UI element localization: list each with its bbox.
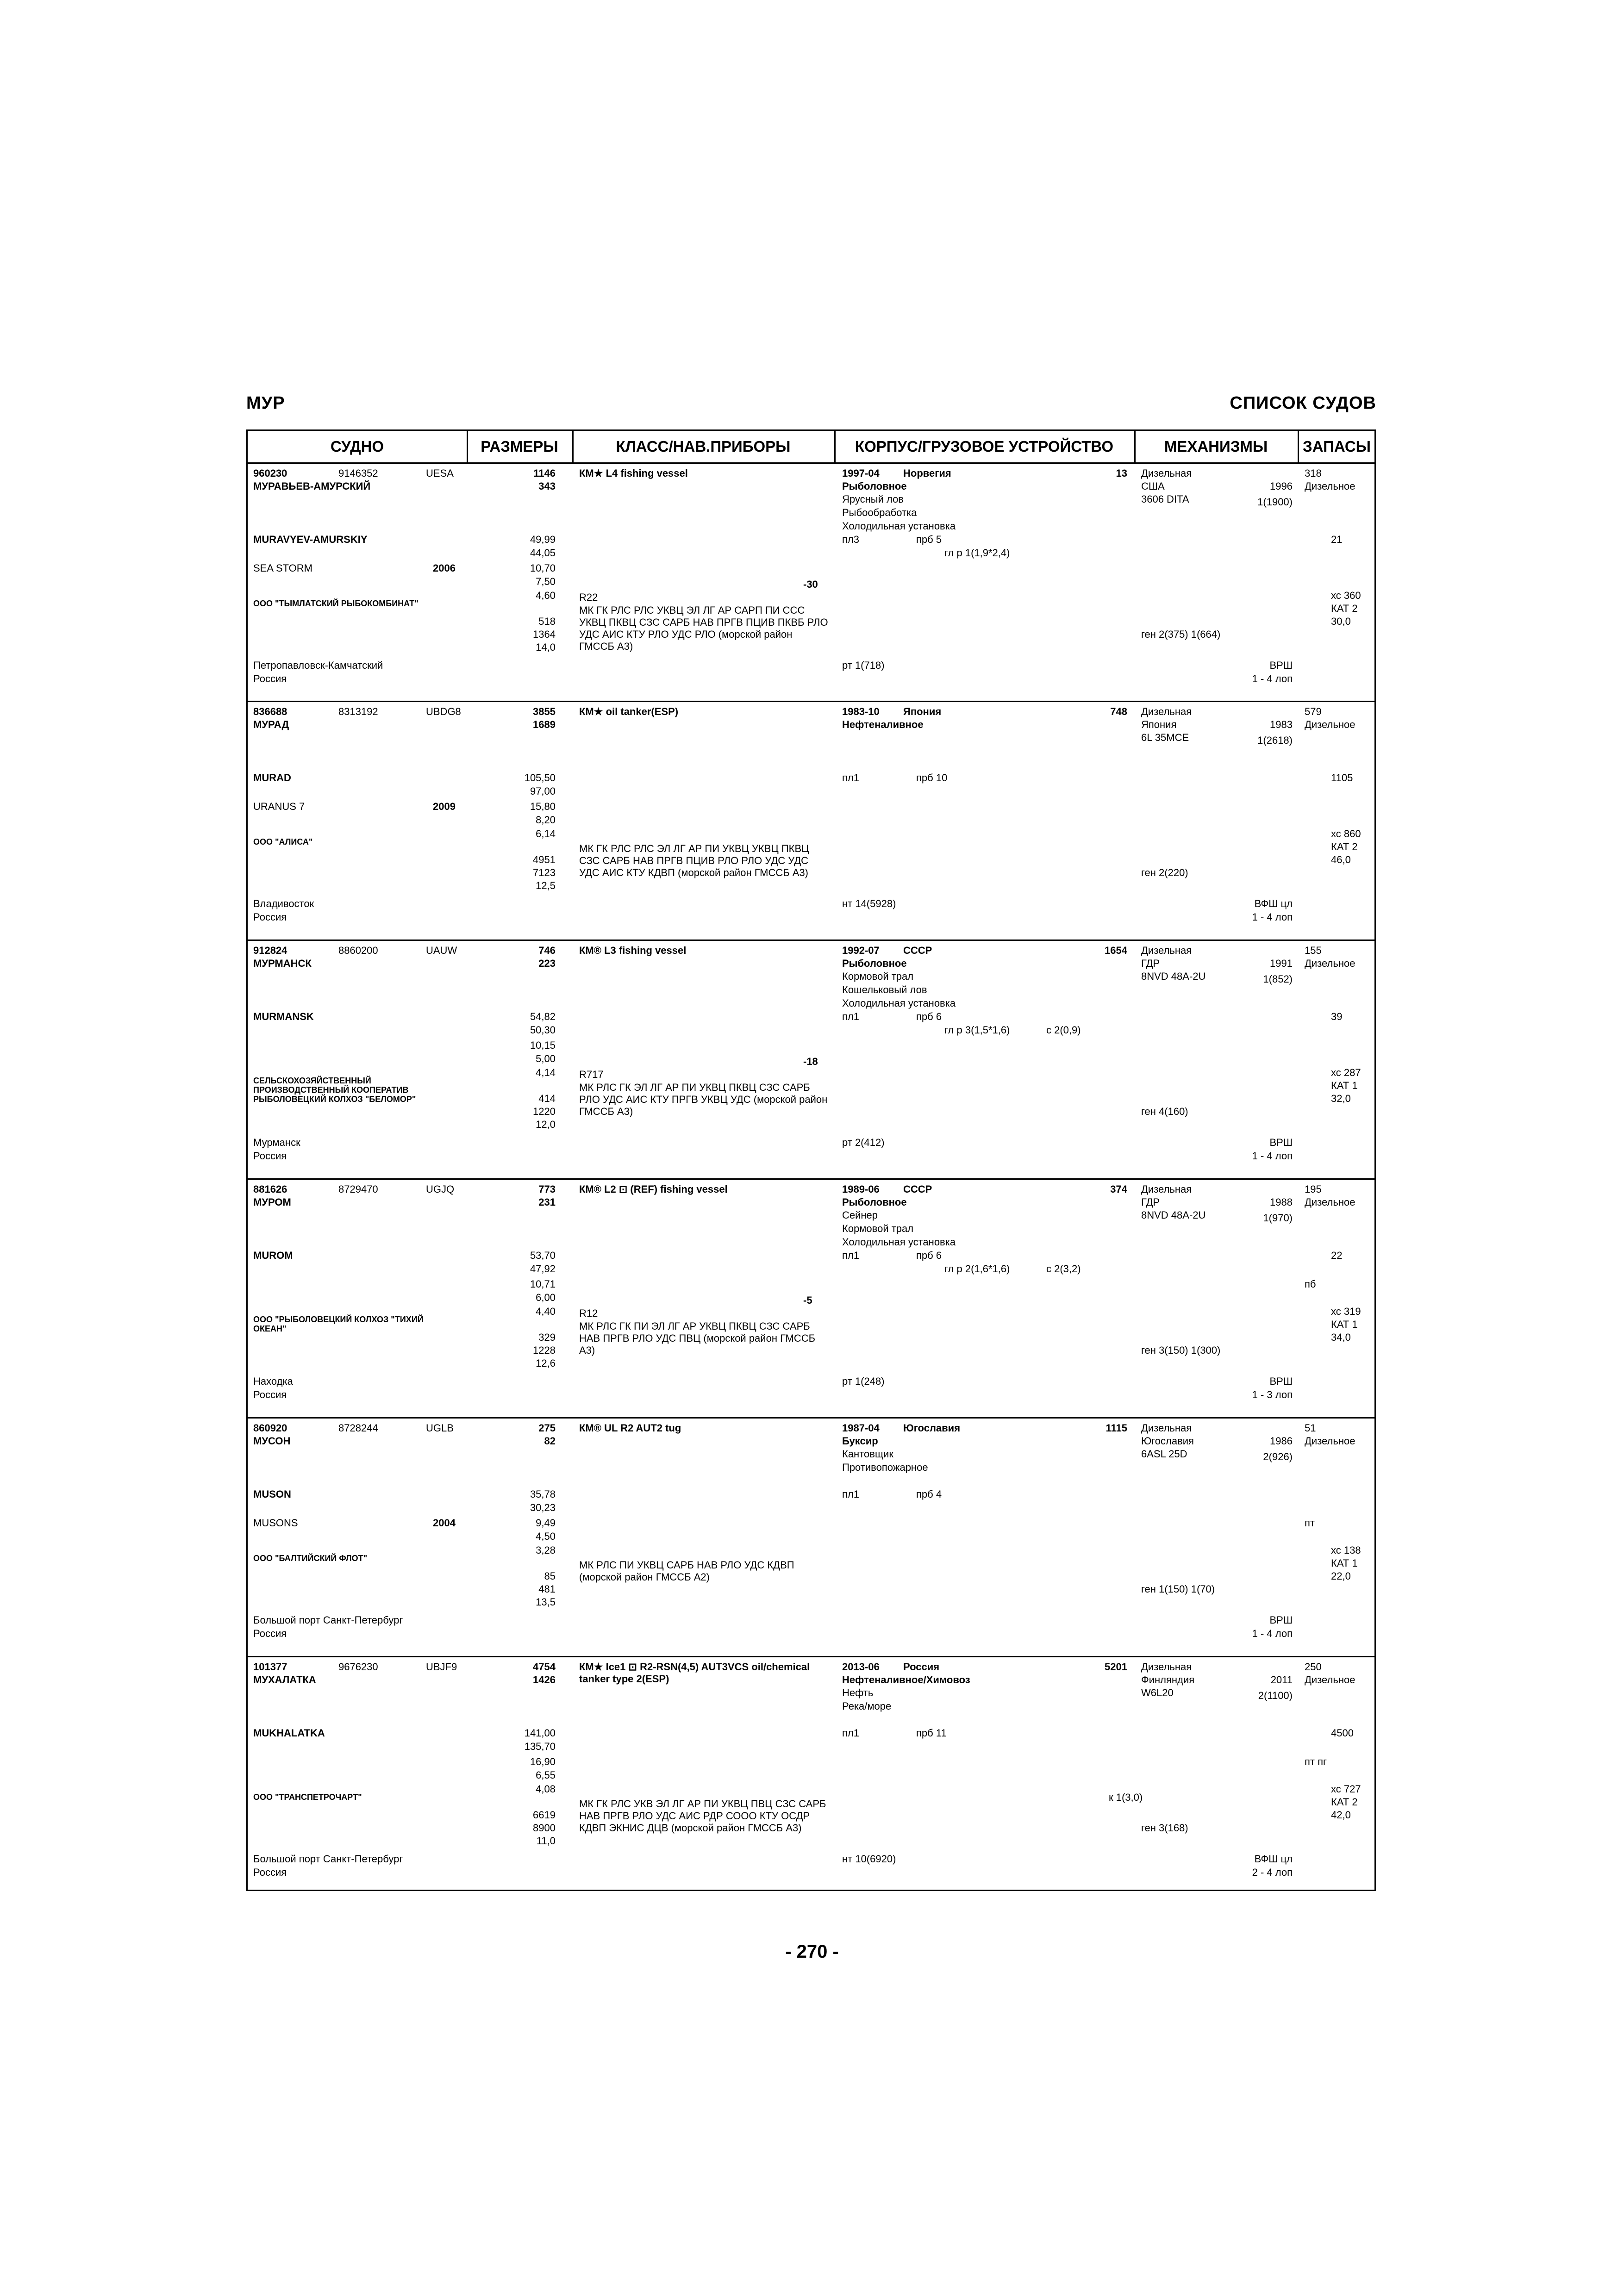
- ship-entry: [248, 1180, 1374, 1417]
- dimension-value: 1364: [533, 628, 556, 640]
- imo-number: 9146352: [338, 467, 378, 479]
- tank-capacity: нт 10(6920): [842, 1853, 896, 1865]
- register-code: R12: [579, 1307, 598, 1319]
- dimension-value: 11,0: [536, 1835, 556, 1847]
- col-header-ship: СУДНО: [330, 438, 384, 455]
- holds: прб 5: [916, 534, 942, 545]
- running-header-right: СПИСОК СУДОВ: [1230, 393, 1376, 413]
- build-date: 2013-06: [842, 1661, 880, 1673]
- dimension-value: 4951: [533, 854, 556, 865]
- dimension-value: 12,5: [536, 880, 556, 891]
- owner: ООО "АЛИСА": [253, 837, 313, 846]
- engine-power: 1(970): [1263, 1212, 1293, 1224]
- flag-country: Россия: [253, 1628, 287, 1639]
- home-port: Мурманск: [253, 1137, 300, 1148]
- hull-type-line: Кантовщик: [842, 1448, 893, 1460]
- deck-count: пл1: [842, 1011, 859, 1022]
- stores-range: 34,0: [1331, 1332, 1351, 1343]
- dimension-value: 49,99: [530, 534, 556, 545]
- flag-country: Россия: [253, 1150, 287, 1162]
- stores-kat: КАТ 1: [1331, 1557, 1358, 1569]
- holds: прб 6: [916, 1011, 942, 1022]
- stores-kat: КАТ 1: [1331, 1319, 1358, 1330]
- ship-name-latin: MUKHALATKA: [253, 1727, 325, 1739]
- ship-entry: [248, 702, 1374, 940]
- stores-value: 155: [1305, 945, 1322, 956]
- stores-value: 318: [1305, 467, 1322, 479]
- engine-year: 1988: [1270, 1196, 1293, 1208]
- propeller: ВРШ: [1269, 1137, 1293, 1148]
- engine-type: Дизельная: [1141, 1183, 1192, 1195]
- dimension-value: 9,49: [536, 1517, 556, 1529]
- dimension-value: 1220: [533, 1106, 556, 1117]
- hull-type-line: Рыбообработка: [842, 507, 917, 518]
- former-name: URANUS 7: [253, 801, 305, 812]
- imo-number: 8728244: [338, 1422, 378, 1434]
- hatches: гл р 3(1,5*1,6): [944, 1024, 1010, 1036]
- class-notation: КМ★ L4 fishing vessel: [579, 467, 688, 479]
- stores-value: 195: [1305, 1183, 1322, 1195]
- stores-speed: хс 287: [1331, 1067, 1361, 1078]
- engine-country: Япония: [1141, 719, 1177, 730]
- home-port: Владивосток: [253, 898, 314, 909]
- col-header-dimensions: РАЗМЕРЫ: [481, 438, 558, 455]
- engine-country: Финляндия: [1141, 1674, 1195, 1686]
- dimension-value: 8,20: [536, 814, 556, 826]
- dimension-value: 6,00: [536, 1292, 556, 1303]
- reg-number: 912824: [253, 945, 287, 956]
- dimension-value: 3,28: [536, 1544, 556, 1556]
- hull-type-line: Рыболовное: [842, 1196, 907, 1208]
- dimension-value: 47,92: [530, 1263, 556, 1275]
- col-header-hull: КОРПУС/ГРУЗОВОЕ УСТРОЙСТВО: [855, 438, 1114, 455]
- dimension-value: 8900: [533, 1822, 556, 1834]
- engine-power: 1(1900): [1257, 496, 1293, 508]
- dimension-value: 13,5: [536, 1596, 556, 1608]
- register-code: R717: [579, 1069, 604, 1080]
- nav-equipment: МК РЛС ГК ПИ ЭЛ ЛГ АР УКВЦ ПКВЦ СЗС САРБ НАВ ПРГВ РЛО УДС ПВЦ (морской район ГМССБ А3): [579, 1320, 816, 1356]
- stores-speed: хс 138: [1331, 1544, 1361, 1556]
- running-header-left: МУР: [246, 393, 285, 413]
- fuel-type: Дизельное: [1305, 1674, 1355, 1686]
- register-table: [246, 429, 1376, 1891]
- stores-range: 42,0: [1331, 1809, 1351, 1821]
- propeller-blades: 1 - 3 лоп: [1252, 1389, 1293, 1400]
- build-country: СССР: [903, 945, 932, 956]
- stores-range: 32,0: [1331, 1093, 1351, 1104]
- engine-type: Дизельная: [1141, 945, 1192, 956]
- stores-kat: КАТ 1: [1331, 1080, 1358, 1091]
- propeller-blades: 1 - 4 лоп: [1252, 911, 1293, 923]
- build-date: 1997-04: [842, 467, 880, 479]
- ship-name-latin: MURMANSK: [253, 1011, 314, 1022]
- net-tonnage: 223: [538, 958, 556, 969]
- build-date: 1983-10: [842, 706, 880, 717]
- former-name: MUSONS: [253, 1517, 298, 1529]
- dimension-value: 10,71: [530, 1278, 556, 1290]
- net-tonnage: 231: [538, 1196, 556, 1208]
- flag-country: Россия: [253, 911, 287, 923]
- nav-equipment: МК РЛС ГК ЭЛ ЛГ АР ПИ УКВЦ ПКВЦ СЗС САРБ РЛО УДС АИС КТУ ПРГВ УКВЦ УДС (морской район ГМССБ А3): [579, 1082, 828, 1117]
- fuel-tag: пт: [1305, 1517, 1315, 1529]
- fuel-type: Дизельное: [1305, 1196, 1355, 1208]
- generators: ген 2(220): [1141, 867, 1188, 878]
- hull-type-line: Сейнер: [842, 1209, 878, 1221]
- engine-country: ГДР: [1141, 958, 1160, 969]
- dimension-value: 481: [538, 1583, 556, 1595]
- stores-speed: хс 860: [1331, 828, 1361, 840]
- hatches: гл р 1(1,9*2,4): [944, 547, 1010, 559]
- generators: ген 3(150) 1(300): [1141, 1344, 1221, 1356]
- class-notation: КМ® L2 ⊡ (REF) fishing vessel: [579, 1183, 728, 1195]
- engine-country: ГДР: [1141, 1196, 1160, 1208]
- ship-name: МУСОН: [253, 1435, 291, 1447]
- hull-type-line: Холодильная установка: [842, 997, 956, 1009]
- build-date: 1987-04: [842, 1422, 880, 1434]
- fuel-amount: 4500: [1331, 1727, 1354, 1739]
- home-port: Большой порт Санкт-Петербург: [253, 1853, 403, 1865]
- engine-type: Дизельная: [1141, 706, 1192, 717]
- call-sign: UGLB: [426, 1422, 454, 1434]
- engine-year: 1996: [1270, 480, 1293, 492]
- stores-kat: КАТ 2: [1331, 841, 1358, 852]
- reg-number: 860920: [253, 1422, 287, 1434]
- propeller: ВРШ: [1269, 1375, 1293, 1387]
- refrigeration-temp: -18: [803, 1056, 818, 1067]
- holds: прб 4: [916, 1488, 942, 1500]
- ship-name: МУХАЛАТКА: [253, 1674, 316, 1686]
- imo-number: 8729470: [338, 1183, 378, 1195]
- dimension-value: 414: [538, 1093, 556, 1104]
- stores-speed: хс 360: [1331, 590, 1361, 601]
- hull-type-line: Рыболовное: [842, 480, 907, 492]
- imo-number: 8313192: [338, 706, 378, 717]
- cargo-gear: к 1(3,0): [1109, 1792, 1143, 1803]
- dimension-value: 4,60: [536, 590, 556, 601]
- fuel-type: Дизельное: [1305, 958, 1355, 969]
- stores-range: 46,0: [1331, 854, 1351, 865]
- dimension-value: 518: [538, 616, 556, 627]
- yard-number: 374: [1110, 1183, 1127, 1195]
- dimension-value: 4,40: [536, 1306, 556, 1317]
- tank-capacity: рт 2(412): [842, 1137, 885, 1148]
- dimension-value: 1228: [533, 1344, 556, 1356]
- engine-type: Дизельная: [1141, 1661, 1192, 1673]
- propeller-blades: 1 - 4 лоп: [1252, 1150, 1293, 1162]
- dimension-value: 7123: [533, 867, 556, 878]
- hull-type-line: Буксир: [842, 1435, 878, 1447]
- register-code: R22: [579, 591, 598, 603]
- deck-count: пл1: [842, 1488, 859, 1500]
- fuel-amount: 39: [1331, 1011, 1343, 1022]
- dimension-value: 329: [538, 1332, 556, 1343]
- engine-model: 6L 35MCE: [1141, 732, 1189, 743]
- holds: прб 6: [916, 1250, 942, 1261]
- tank-capacity: нт 14(5928): [842, 898, 896, 909]
- stores-speed: хс 319: [1331, 1306, 1361, 1317]
- ship-name-latin: MURAD: [253, 772, 291, 784]
- propeller-blades: 2 - 4 лоп: [1252, 1867, 1293, 1878]
- fuel-amount: 1105: [1331, 772, 1353, 784]
- dimension-value: 53,70: [530, 1250, 556, 1261]
- gross-tonnage: 4754: [533, 1661, 556, 1673]
- engine-year: 2011: [1270, 1674, 1293, 1686]
- former-name-year: 2004: [433, 1517, 456, 1529]
- propeller: ВФШ цл: [1254, 1853, 1293, 1865]
- deck-count: пл1: [842, 772, 859, 784]
- home-port: Петропавловск-Камчатский: [253, 660, 383, 671]
- net-tonnage: 1689: [533, 719, 556, 730]
- yard-number: 1115: [1106, 1422, 1127, 1434]
- gross-tonnage: 773: [538, 1183, 556, 1195]
- class-notation: КМ® UL R2 AUT2 tug: [579, 1422, 681, 1434]
- nav-equipment: МК ГК РЛС РЛС УКВЦ ЭЛ ЛГ АР САРП ПИ ССС УКВЦ ПКВЦ СЗС САРБ НАВ ПРГВ ПЦИВ ПКВБ РЛО УДС АИС КТУ РЛО УДС РЛО (морской район ГМССБ А3): [579, 604, 828, 652]
- class-notation: КМ® L3 fishing vessel: [579, 945, 687, 956]
- holds: прб 11: [916, 1727, 947, 1739]
- deck-count: пл1: [842, 1250, 859, 1261]
- former-name-year: 2009: [433, 801, 456, 812]
- dimension-value: 6619: [533, 1809, 556, 1821]
- net-tonnage: 1426: [533, 1674, 556, 1686]
- propeller: ВРШ: [1269, 1614, 1293, 1626]
- stores-value: 579: [1305, 706, 1322, 717]
- hatches: гл р 2(1,6*1,6): [944, 1263, 1010, 1275]
- ship-name-latin: MUROM: [253, 1250, 293, 1261]
- reg-number: 960230: [253, 467, 287, 479]
- engine-model: 3606 DITA: [1141, 493, 1189, 505]
- ship-name: МУРАД: [253, 719, 289, 730]
- engine-power: 1(852): [1263, 973, 1293, 985]
- propeller-blades: 1 - 4 лоп: [1252, 673, 1293, 684]
- flag-country: Россия: [253, 1389, 287, 1400]
- ship-name-latin: MUSON: [253, 1488, 291, 1500]
- generators: ген 4(160): [1141, 1106, 1188, 1117]
- nav-equipment: МК РЛС ПИ УКВЦ САРБ НАВ РЛО УДС КДВП (морской район ГМССБ А2): [579, 1559, 794, 1583]
- hull-type-line: Кормовой трал: [842, 971, 914, 982]
- owner: СЕЛЬСКОХОЗЯЙСТВЕННЫЙ ПРОИЗВОДСТВЕННЫЙ КООПЕРАТИВ РЫБОЛОВЕЦКИЙ КОЛХОЗ "БЕЛОМОР": [253, 1076, 416, 1104]
- call-sign: UESA: [426, 467, 454, 479]
- fuel-amount: 22: [1331, 1250, 1343, 1261]
- imo-number: 9676230: [338, 1661, 378, 1673]
- gross-tonnage: 3855: [533, 706, 556, 717]
- hull-type-line: Кошельковый лов: [842, 984, 927, 996]
- home-port: Большой порт Санкт-Петербург: [253, 1614, 403, 1626]
- hull-type-line: Холодильная установка: [842, 1236, 956, 1248]
- call-sign: UGJQ: [426, 1183, 455, 1195]
- build-country: Россия: [903, 1661, 940, 1673]
- owner: ООО "РЫБОЛОВЕЦКИЙ КОЛХОЗ "ТИХИЙ ОКЕАН": [253, 1315, 424, 1333]
- hull-type-line: Река/море: [842, 1700, 892, 1712]
- dimension-value: 12,6: [536, 1357, 556, 1369]
- deck-count: пл1: [842, 1727, 859, 1739]
- engine-model: 6ASL 25D: [1141, 1448, 1187, 1460]
- reg-number: 101377: [253, 1661, 287, 1673]
- yard-number: 748: [1110, 706, 1127, 717]
- call-sign: UBJF9: [426, 1661, 457, 1673]
- engine-power: 2(1100): [1258, 1690, 1293, 1701]
- stores-speed: хс 727: [1331, 1783, 1361, 1795]
- col-header-stores: ЗАПАСЫ: [1303, 438, 1371, 455]
- engine-model: W6L20: [1141, 1687, 1174, 1699]
- fuel-type: Дизельное: [1305, 480, 1355, 492]
- dimension-value: 97,00: [530, 785, 556, 797]
- propeller: ВФШ цл: [1254, 898, 1293, 909]
- fuel-tag: пб: [1305, 1278, 1316, 1290]
- gross-tonnage: 1146: [533, 467, 556, 479]
- engine-power: 1(2618): [1257, 734, 1293, 746]
- engine-year: 1991: [1270, 958, 1293, 969]
- dimension-value: 141,00: [524, 1727, 556, 1739]
- refrigeration-temp: -5: [803, 1294, 812, 1306]
- engine-country: США: [1141, 480, 1165, 492]
- dimension-value: 35,78: [530, 1488, 556, 1500]
- ship-name-latin: MURAVYEV-AMURSKIY: [253, 534, 368, 545]
- dimension-value: 6,14: [536, 828, 556, 840]
- page-number: - 270 -: [785, 1941, 839, 1962]
- tank-capacity: рт 1(248): [842, 1375, 885, 1387]
- owner: ООО "ТЫМЛАТСКИЙ РЫБОКОМБИНАТ": [253, 599, 418, 608]
- col-header-machinery: МЕХАНИЗМЫ: [1164, 438, 1268, 455]
- tank-capacity: рт 1(718): [842, 660, 885, 671]
- build-date: 1989-06: [842, 1183, 880, 1195]
- reg-number: 881626: [253, 1183, 287, 1195]
- dimension-value: 4,08: [536, 1783, 556, 1795]
- generators: ген 2(375) 1(664): [1141, 628, 1221, 640]
- dimension-value: 50,30: [530, 1024, 556, 1036]
- dimension-value: 5,00: [536, 1053, 556, 1064]
- dimension-value: 12,0: [536, 1119, 556, 1130]
- fuel-type: Дизельное: [1305, 719, 1355, 730]
- dimension-value: 6,55: [536, 1769, 556, 1781]
- deck-count: пл3: [842, 534, 859, 545]
- dimension-value: 7,50: [536, 576, 556, 587]
- dimension-value: 14,0: [536, 641, 556, 653]
- dimension-value: 105,50: [524, 772, 556, 784]
- ship-entry: [248, 941, 1374, 1178]
- hull-type-line: Ярусный лов: [842, 493, 904, 505]
- propeller: ВРШ: [1269, 660, 1293, 671]
- refrigeration-temp: -30: [803, 579, 818, 590]
- dimension-value: 4,50: [536, 1531, 556, 1542]
- stores-value: 51: [1305, 1422, 1316, 1434]
- nav-equipment: МК ГК РЛС УКВ ЭЛ ЛГ АР ПИ УКВЦ ПВЦ СЗС САРБ НАВ ПРГВ РЛО УДС АИС РДР СООО КТУ ОСДР КДВП ЭКНИС ДЦВ (морской район ГМССБ А3): [579, 1798, 826, 1834]
- stores-kat: КАТ 2: [1331, 1796, 1358, 1808]
- fuel-tag: пт пг: [1305, 1756, 1327, 1767]
- ship-name: МУРАВЬЕВ-АМУРСКИЙ: [253, 480, 371, 492]
- class-notation: КМ★ Ice1 ⊡ R2-RSN(4,5) AUT3VCS oil/chemical tanker type 2(ESP): [579, 1661, 810, 1685]
- owner: ООО "ТРАНСПЕТРОЧАРТ": [253, 1792, 362, 1802]
- build-country: СССР: [903, 1183, 932, 1195]
- ship-entry: [248, 1419, 1374, 1656]
- hull-type-line: Нефтеналивное/Химовоз: [842, 1674, 970, 1686]
- stores-range: 22,0: [1331, 1570, 1351, 1582]
- nav-equipment: МК ГК РЛС РЛС ЭЛ ЛГ АР ПИ УКВЦ УКВЦ ПКВЦ СЗС САРБ НАВ ПРГВ ПЦИВ РЛО РЛО УДС УДС УДС АИС КТУ КДВП (морской район ГМССБ А3): [579, 843, 809, 878]
- net-tonnage: 343: [538, 480, 556, 492]
- imo-number: 8860200: [338, 945, 378, 956]
- engine-power: 2(926): [1263, 1451, 1293, 1462]
- ship-name: МУРМАНСК: [253, 958, 312, 969]
- col-header-class: КЛАСС/НАВ.ПРИБОРЫ: [616, 438, 791, 455]
- fuel-amount: 21: [1331, 534, 1343, 545]
- hull-type-line: Нефтеналивное: [842, 719, 924, 730]
- generators: ген 1(150) 1(70): [1141, 1583, 1215, 1595]
- flag-country: Россия: [253, 673, 287, 684]
- flag-country: Россия: [253, 1867, 287, 1878]
- reg-number: 836688: [253, 706, 287, 717]
- engine-country: Югославия: [1141, 1435, 1194, 1447]
- build-country: Япония: [903, 706, 942, 717]
- dimension-value: 4,14: [536, 1067, 556, 1078]
- dimension-value: 16,90: [530, 1756, 556, 1767]
- hull-type-line: Рыболовное: [842, 958, 907, 969]
- generators: ген 3(168): [1141, 1822, 1188, 1834]
- call-sign: UAUW: [426, 945, 457, 956]
- ship-entry: [248, 464, 1374, 701]
- hull-type-line: Нефть: [842, 1687, 874, 1699]
- dimension-value: 10,70: [530, 562, 556, 574]
- class-notation: КМ★ oil tanker(ESP): [579, 706, 679, 717]
- owner: ООО "БАЛТИЙСКИЙ ФЛОТ": [253, 1554, 368, 1563]
- cargo-gear: с 2(3,2): [1046, 1263, 1081, 1275]
- hull-type-line: Противопожарное: [842, 1462, 928, 1473]
- call-sign: UBDG8: [426, 706, 461, 717]
- net-tonnage: 82: [544, 1435, 556, 1447]
- dimension-value: 30,23: [530, 1502, 556, 1513]
- dimension-value: 85: [544, 1570, 556, 1582]
- cargo-gear: с 2(0,9): [1046, 1024, 1081, 1036]
- gross-tonnage: 746: [538, 945, 556, 956]
- engine-type: Дизельная: [1141, 1422, 1192, 1434]
- hull-type-line: Кормовой трал: [842, 1223, 914, 1234]
- stores-range: 30,0: [1331, 616, 1351, 627]
- engine-model: 8NVD 48A-2U: [1141, 1209, 1206, 1221]
- build-country: Норвегия: [903, 467, 951, 479]
- dimension-value: 44,05: [530, 547, 556, 559]
- ship-name: МУРОМ: [253, 1196, 291, 1208]
- gross-tonnage: 275: [538, 1422, 556, 1434]
- fuel-type: Дизельное: [1305, 1435, 1355, 1447]
- hull-type-line: Холодильная установка: [842, 520, 956, 532]
- former-name: SEA STORM: [253, 562, 312, 574]
- holds: прб 10: [916, 772, 948, 784]
- yard-number: 1654: [1105, 945, 1127, 956]
- dimension-value: 54,82: [530, 1011, 556, 1022]
- yard-number: 5201: [1105, 1661, 1127, 1673]
- dimension-value: 10,15: [530, 1039, 556, 1051]
- engine-model: 8NVD 48A-2U: [1141, 971, 1206, 982]
- ship-entry: [248, 1657, 1374, 1892]
- dimension-value: 135,70: [524, 1741, 556, 1752]
- dimension-value: 15,80: [530, 801, 556, 812]
- propeller-blades: 1 - 4 лоп: [1252, 1628, 1293, 1639]
- stores-value: 250: [1305, 1661, 1322, 1673]
- engine-year: 1983: [1270, 719, 1293, 730]
- yard-number: 13: [1116, 467, 1127, 479]
- engine-year: 1986: [1270, 1435, 1293, 1447]
- home-port: Находка: [253, 1375, 293, 1387]
- engine-type: Дизельная: [1141, 467, 1192, 479]
- former-name-year: 2006: [433, 562, 456, 574]
- stores-kat: КАТ 2: [1331, 603, 1358, 614]
- build-date: 1992-07: [842, 945, 880, 956]
- build-country: Югославия: [903, 1422, 961, 1434]
